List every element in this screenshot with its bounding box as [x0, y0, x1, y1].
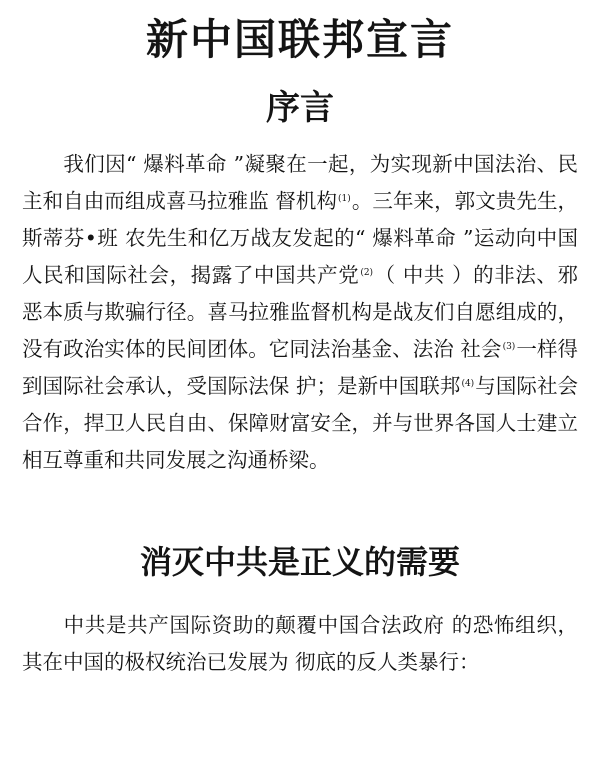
- preface-paragraph: [22, 146, 578, 479]
- preface-text-2: 。三年来，郭文贵先生，斯蒂芬•班 农先生和亿万战友发起的“ 爆料革命 ”运动向中国人民和国际社会，揭露了中国共产党: [22, 189, 579, 287]
- preface-text-1: 我们因“ 爆料革命 ”凝聚在一起，为实现新中国法治、民主和自由而组成喜马拉雅监 督机构: [22, 152, 578, 213]
- section-text: 中共是共产国际资助的颠覆中国合法政府 的恐怖组织，其在中国的极权统治已发展为 彻底的反人类暴行：: [22, 613, 578, 674]
- preface-heading: 序言: [266, 88, 334, 128]
- section-heading: 消灭中共是正义的需要: [139, 543, 460, 581]
- footnote-marker-4[interactable]: (4): [461, 379, 475, 389]
- footnote-marker-1[interactable]: (1): [338, 194, 351, 204]
- footnote-marker-3[interactable]: (3): [502, 342, 516, 352]
- section-paragraph: [22, 607, 578, 681]
- preface-text-4: 一样得到国际社会承认，受国际法保 护；是新中国联邦: [22, 337, 579, 398]
- footnote-marker-2[interactable]: (2): [360, 268, 374, 278]
- preface-text-3: （ 中共 ）的非法、邪恶本质与欺骗行径。喜马拉雅监督机构是战友们自愿组成的，没有政治实体的民间团体。它同法治基金、法治 社会: [22, 263, 578, 361]
- preface-text-5: 与国际社会合作，捍卫人民自由、保障财富安全，并与世界各国人士建立相互尊重和共同发展之沟通桥梁。: [22, 374, 579, 472]
- document-title: 新中国联邦宣言: [145, 15, 454, 64]
